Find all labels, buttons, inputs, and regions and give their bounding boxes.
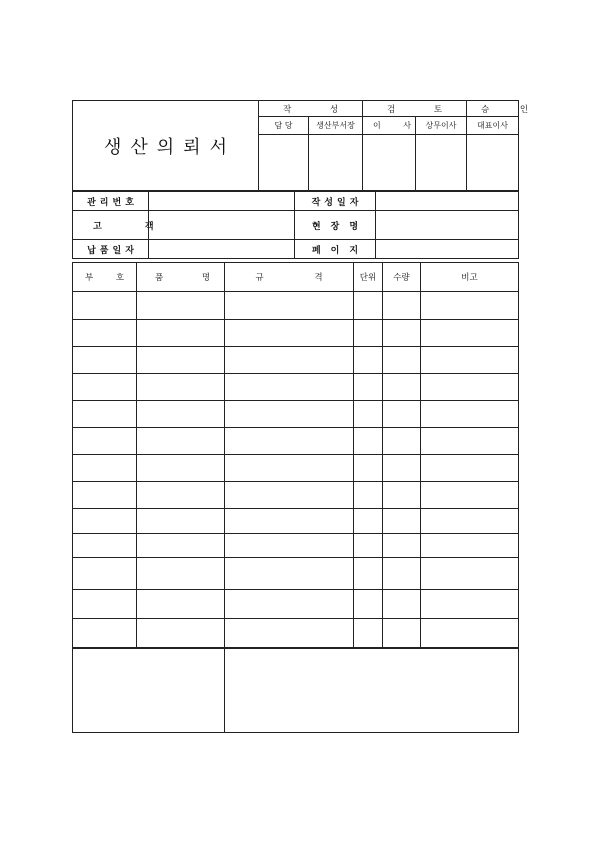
item-name-cell[interactable] [137,401,225,428]
col-header-code: 부 호 [73,263,137,292]
notes-right-box[interactable] [225,648,519,733]
unit-cell[interactable] [354,347,383,374]
control-no-label: 관리번호 [73,192,149,211]
qty-cell[interactable] [383,374,421,401]
item-name-cell[interactable] [137,534,225,558]
item-name-cell[interactable] [137,558,225,590]
code-cell[interactable] [73,509,137,534]
table-row [73,320,519,347]
code-cell[interactable] [73,534,137,558]
code-cell[interactable] [73,558,137,590]
document-title: 생산의뢰서 [73,101,259,191]
delivery-date-field[interactable] [149,240,295,259]
table-row [73,482,519,509]
spec-cell[interactable] [225,455,354,482]
code-cell[interactable] [73,374,137,401]
approval-group-approve: 승 인 [467,101,519,117]
code-cell[interactable] [73,401,137,428]
code-cell[interactable] [73,292,137,320]
item-name-cell[interactable] [137,619,225,649]
col-header-spec: 규 격 [225,263,354,292]
spec-cell[interactable] [225,509,354,534]
col-header-unit: 단위 [354,263,383,292]
signature-box-director[interactable] [363,135,416,191]
table-row [73,455,519,482]
code-cell[interactable] [73,428,137,455]
item-name-cell[interactable] [137,509,225,534]
table-row [73,401,519,428]
created-date-field[interactable] [376,192,519,211]
table-row [73,619,519,649]
col-header-qty: 수량 [383,263,421,292]
qty-cell[interactable] [383,455,421,482]
code-cell[interactable] [73,590,137,619]
remarks-cell[interactable] [421,534,519,558]
qty-cell[interactable] [383,619,421,649]
approval-group-review: 검 토 [363,101,467,117]
role-staff: 담 당 [259,117,309,135]
unit-cell[interactable] [354,534,383,558]
site-name-field[interactable] [376,211,519,240]
remarks-cell[interactable] [421,320,519,347]
page-field[interactable] [376,240,519,259]
notes-block [72,647,519,733]
signature-box-ceo[interactable] [467,135,519,191]
spec-cell[interactable] [225,619,354,649]
signature-box-production-manager[interactable] [309,135,363,191]
spec-cell[interactable] [225,558,354,590]
unit-cell[interactable] [354,292,383,320]
qty-cell[interactable] [383,590,421,619]
role-director: 이 사 [363,117,416,135]
table-row [73,347,519,374]
role-ceo: 대표이사 [467,117,519,135]
item-name-cell[interactable] [137,482,225,509]
approval-group-author: 작 성 [259,101,363,117]
code-cell[interactable] [73,455,137,482]
spec-cell[interactable] [225,292,354,320]
item-rows [73,292,519,649]
signature-box-staff[interactable] [259,135,309,191]
remarks-cell[interactable] [421,590,519,619]
table-row [73,590,519,619]
unit-cell[interactable] [354,455,383,482]
qty-cell[interactable] [383,558,421,590]
table-row [73,428,519,455]
item-name-cell[interactable] [137,455,225,482]
signature-box-managing-director[interactable] [416,135,467,191]
approval-header [72,100,543,191]
table-row [73,509,519,534]
site-name-label: 현장명 [295,211,376,240]
item-name-cell[interactable] [137,374,225,401]
customer-label: 고 객 [73,211,149,240]
item-name-cell[interactable] [137,320,225,347]
unit-cell[interactable] [354,401,383,428]
items-table [72,262,519,649]
qty-cell[interactable] [383,401,421,428]
unit-cell[interactable] [354,428,383,455]
remarks-cell[interactable] [421,509,519,534]
unit-cell[interactable] [354,558,383,590]
table-row [73,374,519,401]
col-header-item-name: 품 명 [137,263,225,292]
remarks-cell[interactable] [421,428,519,455]
qty-cell[interactable] [383,534,421,558]
item-name-cell[interactable] [137,590,225,619]
code-cell[interactable] [73,347,137,374]
info-grid [72,191,519,259]
delivery-date-label: 납품일자 [73,240,149,259]
control-no-field[interactable] [149,192,295,211]
qty-cell[interactable] [383,347,421,374]
spec-cell[interactable] [225,401,354,428]
unit-cell[interactable] [354,320,383,347]
spec-cell[interactable] [225,428,354,455]
spec-cell[interactable] [225,374,354,401]
col-header-remarks: 비고 [421,263,519,292]
item-name-cell[interactable] [137,347,225,374]
remarks-cell[interactable] [421,558,519,590]
item-name-cell[interactable] [137,428,225,455]
qty-cell[interactable] [383,482,421,509]
item-name-cell[interactable] [137,292,225,320]
qty-cell[interactable] [383,292,421,320]
qty-cell[interactable] [383,428,421,455]
qty-cell[interactable] [383,320,421,347]
qty-cell[interactable] [383,509,421,534]
spec-cell[interactable] [225,534,354,558]
code-cell[interactable] [73,619,137,649]
code-cell[interactable] [73,482,137,509]
spec-cell[interactable] [225,347,354,374]
page-label: 페이지 [295,240,376,259]
remarks-cell[interactable] [421,482,519,509]
unit-cell[interactable] [354,619,383,649]
table-row [73,534,519,558]
spec-cell[interactable] [225,482,354,509]
spec-cell[interactable] [225,320,354,347]
remarks-cell[interactable] [421,292,519,320]
remarks-cell[interactable] [421,619,519,649]
table-row [73,558,519,590]
table-row [73,292,519,320]
unit-cell[interactable] [354,374,383,401]
code-cell[interactable] [73,320,137,347]
role-managing-director: 상무이사 [416,117,467,135]
spec-cell[interactable] [225,590,354,619]
remarks-cell[interactable] [421,401,519,428]
unit-cell[interactable] [354,482,383,509]
created-date-label: 작성일자 [295,192,376,211]
remarks-cell[interactable] [421,374,519,401]
role-production-manager: 생산부서장 [309,117,363,135]
unit-cell[interactable] [354,590,383,619]
remarks-cell[interactable] [421,455,519,482]
unit-cell[interactable] [354,509,383,534]
remarks-cell[interactable] [421,347,519,374]
notes-left-box[interactable] [73,648,225,733]
